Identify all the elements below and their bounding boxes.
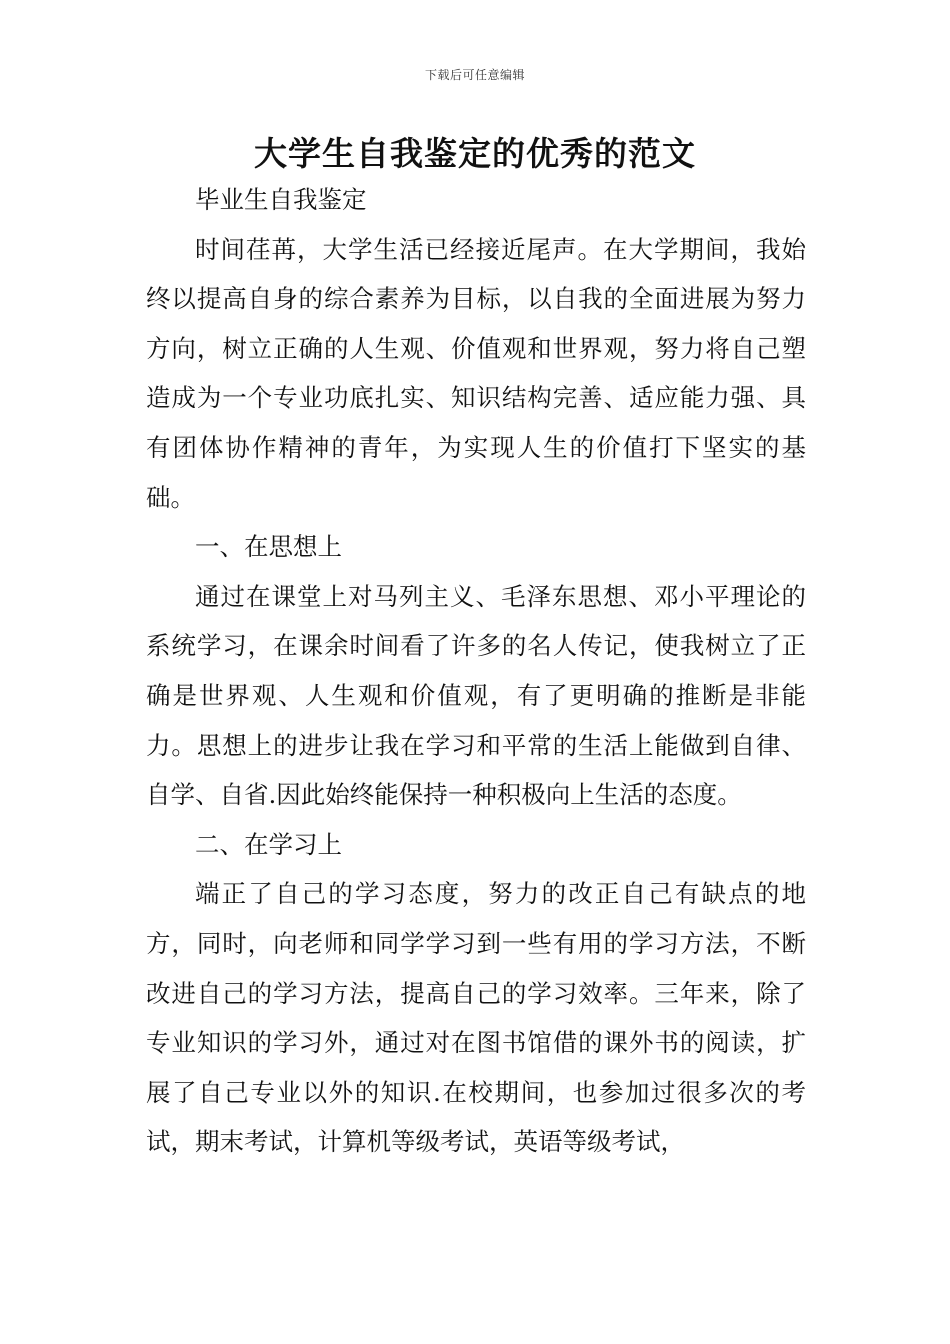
- document-body: [146, 175, 806, 1167]
- header-note: 下载后可任意编辑: [424, 68, 525, 82]
- subheading-paragraph: 毕业生自我鉴定: [195, 185, 367, 214]
- thought-paragraph: 通过在课堂上对马列主义、毛泽东思想、邓小平理论的系统学习，在课余时间看了许多的名人传记，使我树立了正确是世界观、人生观和价值观，有了更明确的推断是非能力。思想上的进步让我在学习和平常的生活上能做到自律、自学、自省.因此始终能保持一种积极向上生活的态度。: [146, 581, 806, 810]
- section-heading-study: 二、在学习上: [195, 829, 342, 859]
- section-heading-thought: 一、在思想上: [195, 532, 342, 562]
- intro-paragraph: 时间荏苒，大学生活已经接近尾声。在大学期间，我始终以提高自身的综合素养为目标，以自我的全面进展为努力方向，树立正确的人生观、价值观和世界观，努力将自己塑造成为一个专业功底扎实、知识结构完善、适应能力强、具有团体协作精神的青年，为实现人生的价值打下坚实的基础。: [146, 234, 806, 512]
- study-paragraph: 端正了自己的学习态度，努力的改正自己有缺点的地方，同时，向老师和同学学习到一些有用的学习方法，不断改进自己的学习方法，提高自己的学习效率。三年来，除了专业知识的学习外，通过对在图书馆借的课外书的阅读，扩展了自己专业以外的知识.在校期间，也参加过很多次的考试，期末考试，计算机等级考试，英语等级考试，: [146, 879, 806, 1157]
- document-title: 大学生自我鉴定的优秀的范文: [254, 134, 696, 173]
